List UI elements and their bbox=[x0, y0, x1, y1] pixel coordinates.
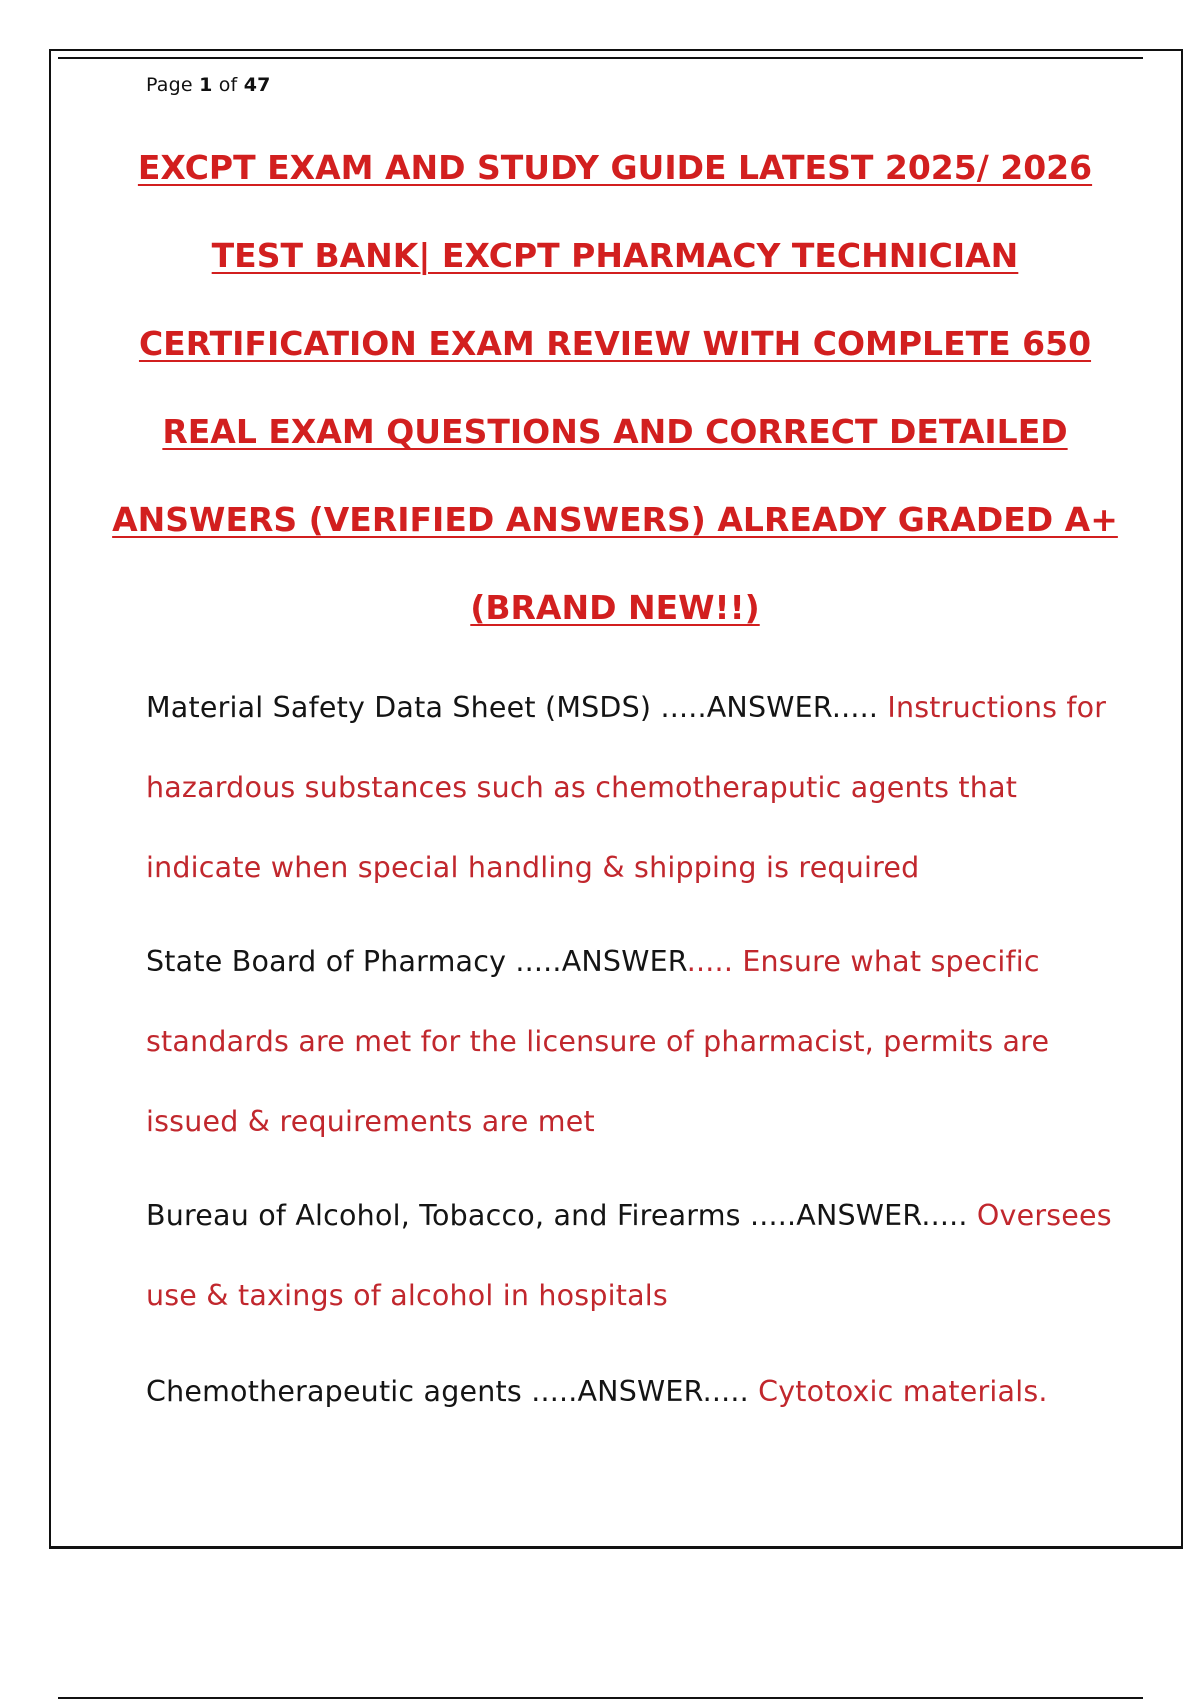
title-line: (BRAND NEW!!) bbox=[470, 588, 760, 627]
qa-item-chemotherapeutic bbox=[146, 1352, 1126, 1432]
page-prefix: Page bbox=[146, 74, 193, 96]
qa-term: Material Safety Data Sheet (MSDS) .....ANSWER..... bbox=[146, 691, 888, 724]
qa-item-msds bbox=[146, 668, 1126, 908]
qa-term: Bureau of Alcohol, Tobacco, and Firearms .....ANSWER..... bbox=[146, 1199, 977, 1232]
title-line: REAL EXAM QUESTIONS AND CORRECT DETAILED bbox=[162, 412, 1068, 451]
current-page: 1 bbox=[199, 74, 213, 96]
page-number bbox=[146, 74, 271, 96]
title-line: TEST BANK| EXCPT PHARMACY TECHNICIAN bbox=[211, 236, 1019, 275]
title-line: ANSWERS (VERIFIED ANSWERS) ALREADY GRADED A+ bbox=[112, 500, 1118, 539]
qa-term: State Board of Pharmacy .....ANSWER bbox=[146, 945, 687, 978]
bottom-rule bbox=[58, 1697, 1143, 1699]
qa-answer: Cytotoxic materials. bbox=[758, 1375, 1048, 1408]
qa-term: Chemotherapeutic agents .....ANSWER..... bbox=[146, 1375, 759, 1408]
qa-answer: ..... Ensure what specific standards are met for the licensure of pharmacist, permits are issued & requirements are met bbox=[146, 945, 1050, 1138]
total-pages: 47 bbox=[243, 74, 271, 96]
title-line: EXCPT EXAM AND STUDY GUIDE LATEST 2025/ 2026 bbox=[137, 148, 1093, 187]
qa-item-state-board bbox=[146, 922, 1126, 1162]
qa-answer: Instructions for hazardous substances such as chemotheraputic agents that indicate when special handling & shipping is required bbox=[146, 691, 1107, 884]
title-line: CERTIFICATION EXAM REVIEW WITH COMPLETE 650 bbox=[138, 324, 1092, 363]
document-title bbox=[100, 140, 1130, 668]
qa-answer: Oversees use & taxings of alcohol in hospitals bbox=[146, 1199, 1112, 1312]
page-of-label: of bbox=[218, 74, 238, 96]
qa-item-atf bbox=[146, 1176, 1126, 1336]
